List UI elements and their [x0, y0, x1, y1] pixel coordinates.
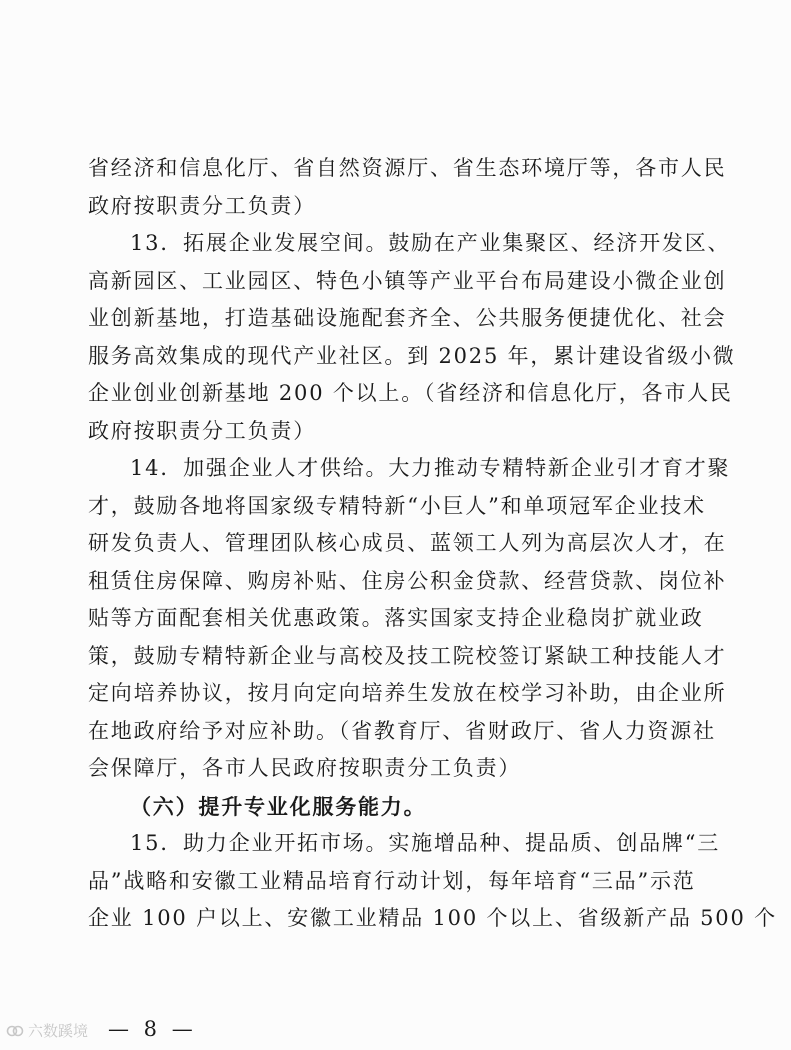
paragraph-start-14: 14．加强企业人才供给。大力推动专精特新企业引才育才聚 — [130, 456, 731, 480]
section-heading: （六）提升专业化服务能力。 — [130, 793, 427, 819]
watermark-logo-icon — [6, 1022, 24, 1040]
text-line: 政府按职责分工负责） — [88, 193, 316, 218]
text-line: 服务高效集成的现代产业社区。到 2025 年，累计建设省级小微 — [88, 343, 736, 368]
text-line: 品”战略和安徽工业精品培育行动计划，每年培育“三品”示范 — [88, 868, 696, 893]
watermark — [6, 1020, 88, 1041]
text-line: 才，鼓励各地将国家级专精特新“小巨人”和单项冠军企业技术 — [88, 493, 706, 518]
text-line: 高新园区、工业园区、特色小镇等产业平台布局建设小微企业创 — [88, 268, 727, 293]
text-line: 在地政府给予对应补助。（省教育厅、省财政厅、省人力资源社 — [88, 718, 716, 743]
text-line: 租赁住房保障、购房补贴、住房公积金贷款、经营贷款、岗位补 — [88, 568, 727, 593]
document-body — [88, 150, 777, 938]
text-line: 会保障厅，各市人民政府按职责分工负责） — [88, 756, 522, 780]
text-line: 定向培养协议，按月向定向培养生发放在校学习补助，由企业所 — [88, 681, 727, 705]
text-line: 企业创业创新基地 200 个以上。（省经济和信息化厅，各市人民 — [88, 381, 733, 405]
text-line: 贴等方面配套相关优惠政策。落实国家支持企业稳岗扩就业政 — [88, 606, 704, 630]
page-footer — [0, 1014, 791, 1050]
page-number: — 8 — — [108, 1017, 197, 1041]
paragraph-start-15: 15．助力企业开拓市场。实施增品种、提品质、创品牌“三 — [130, 831, 721, 855]
text-line: 策，鼓励专精特新企业与高校及技工院校签订紧缺工种技能人才 — [88, 643, 727, 668]
text-line: 政府按职责分工负责） — [88, 418, 316, 443]
text-line: 业创新基地，打造基础设施配套齐全、公共服务便捷优化、社会 — [88, 306, 727, 330]
paragraph-start-13: 13．拓展企业发展空间。鼓励在产业集聚区、经济开发区、 — [130, 231, 731, 255]
text-line: 省经济和信息化厅、省自然资源厅、省生态环境厅等，各市人民 — [88, 156, 727, 180]
watermark-text: 六数蹊境 — [28, 1022, 89, 1040]
text-line: 研发负责人、管理团队核心成员、蓝领工人列为高层次人才，在 — [88, 531, 727, 555]
text-line: 企业 100 户以上、安徽工业精品 100 个以上、省级新产品 500 个 — [88, 906, 777, 930]
